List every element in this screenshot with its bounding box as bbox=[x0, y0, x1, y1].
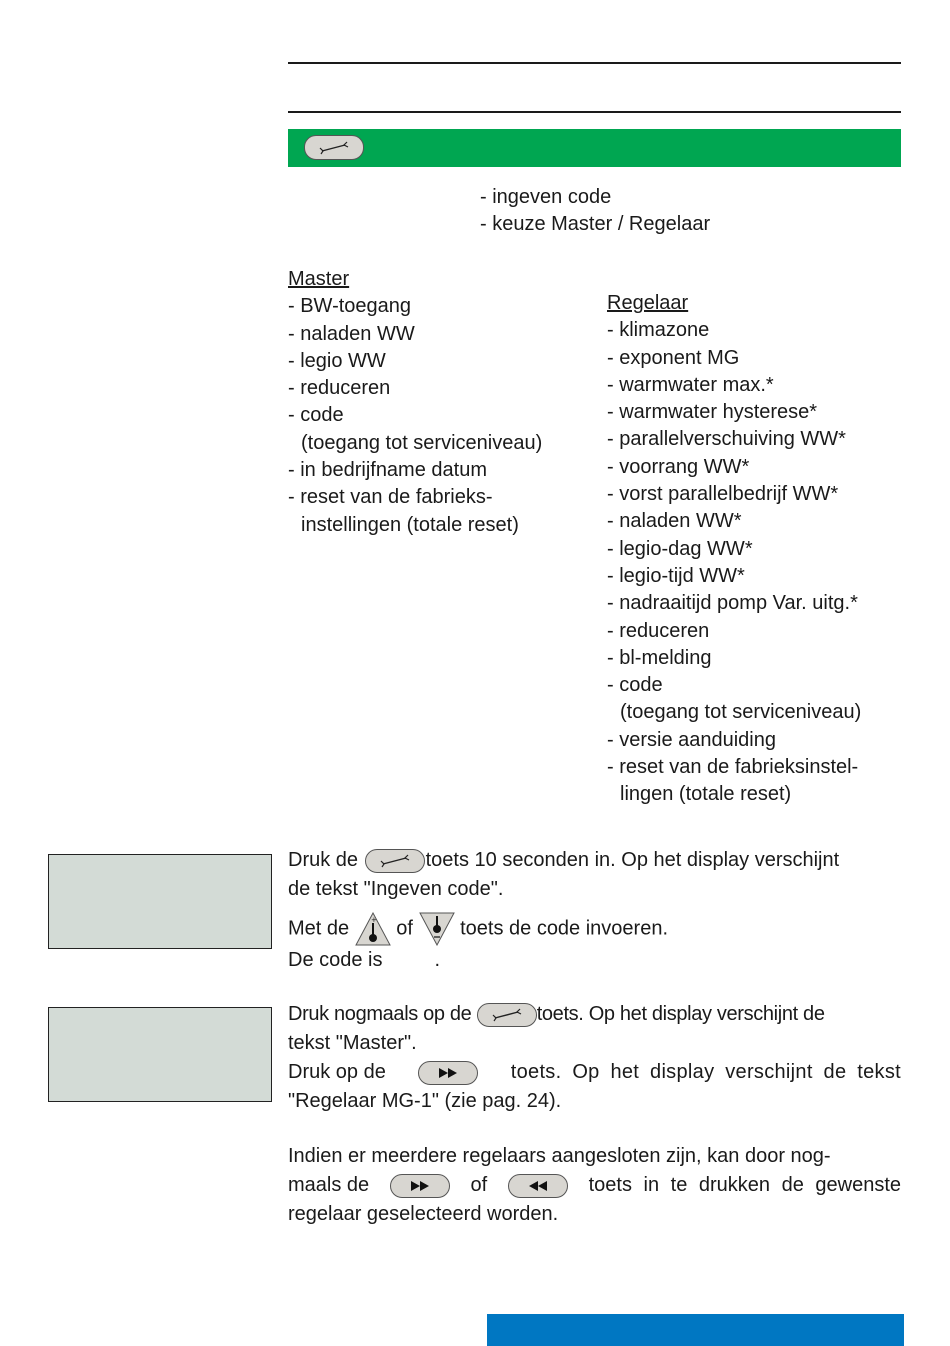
master-item: - BW-toegang bbox=[288, 295, 412, 318]
rewind-icon bbox=[509, 1175, 567, 1197]
step2-paragraph bbox=[288, 1000, 901, 1229]
master-item: - in bedrijfname datum bbox=[288, 459, 487, 482]
step2-text: Indien er meerdere regelaars aangesloten zijn, kan door nog- bbox=[288, 1145, 831, 1167]
regelaar-item: - exponent MG bbox=[607, 346, 740, 369]
regelaar-item: - voorrang WW* bbox=[607, 455, 750, 478]
step2-text: toets. Op het display verschijnt de bbox=[536, 1003, 825, 1025]
step2-text: tekst "Master". bbox=[288, 1032, 417, 1054]
lcd-display-1 bbox=[48, 854, 272, 949]
intro-list bbox=[480, 184, 710, 239]
intro-item: - ingeven code bbox=[480, 186, 612, 208]
step2-text: Druk op de bbox=[288, 1061, 386, 1083]
regelaar-item: - naladen WW* bbox=[607, 510, 742, 533]
forward-key-button[interactable] bbox=[390, 1174, 450, 1198]
master-item: - reset van de fabrieks- bbox=[288, 486, 493, 509]
master-item: (toegang tot serviceniveau) bbox=[301, 431, 543, 454]
lcd-display-2 bbox=[48, 1007, 272, 1102]
regelaar-item: - versie aanduiding bbox=[607, 728, 776, 751]
step1-text: toets 10 seconden in. Op het display verschijnt bbox=[425, 849, 840, 871]
master-heading: Master bbox=[288, 268, 350, 290]
master-item: - legio WW bbox=[288, 349, 386, 372]
regelaar-item: lingen (totale reset) bbox=[620, 783, 792, 806]
step1-text: Met de bbox=[288, 917, 350, 940]
fast-forward-icon bbox=[391, 1175, 449, 1197]
regelaar-item: - nadraaitijd pomp Var. uitg.* bbox=[607, 592, 858, 615]
svg-text:+: + bbox=[370, 916, 377, 924]
temperature-up-key-icon[interactable] bbox=[355, 912, 391, 946]
master-list bbox=[288, 266, 542, 539]
step1-paragraph bbox=[288, 846, 901, 975]
master-item: instellingen (totale reset) bbox=[301, 513, 519, 536]
master-item: - reduceren bbox=[288, 377, 391, 400]
wrench-icon bbox=[366, 850, 424, 872]
fast-forward-icon bbox=[419, 1062, 477, 1084]
forward-key-button[interactable] bbox=[418, 1061, 478, 1085]
regelaar-item: - code bbox=[607, 674, 663, 697]
regelaar-item: - klimazone bbox=[607, 319, 710, 342]
step1-text: of bbox=[396, 917, 413, 940]
regelaar-item: - legio-tijd WW* bbox=[607, 564, 745, 587]
regelaar-item: - parallelverschuiving WW* bbox=[607, 428, 846, 451]
step2-text: of bbox=[470, 1174, 488, 1196]
top-rule bbox=[288, 62, 901, 64]
regelaar-heading: Regelaar bbox=[607, 292, 689, 314]
regelaar-item: - warmwater max.* bbox=[607, 373, 774, 396]
step1-text: toets de code invoeren. bbox=[460, 917, 669, 940]
step2-text: Druk nogmaals op de bbox=[288, 1003, 472, 1025]
section-header-band bbox=[288, 129, 901, 167]
step2-text: toets. Op het display verschijnt de tekst bbox=[510, 1061, 901, 1083]
regelaar-item: - legio-dag WW* bbox=[607, 537, 753, 560]
regelaar-item: - vorst parallelbedrijf WW* bbox=[607, 483, 839, 506]
wrench-icon bbox=[478, 1004, 536, 1026]
master-item: - naladen WW bbox=[288, 322, 415, 345]
second-rule bbox=[288, 111, 901, 113]
regelaar-item: - reduceren bbox=[607, 619, 710, 642]
wrench-key-button[interactable] bbox=[365, 849, 425, 873]
step1-text: De code is bbox=[288, 949, 383, 971]
step2-text: "Regelaar MG-1" (zie pag. 24). bbox=[288, 1090, 562, 1112]
wrench-key-button[interactable] bbox=[304, 135, 364, 160]
step1-text: . bbox=[434, 949, 441, 971]
rewind-key-button[interactable] bbox=[508, 1174, 568, 1198]
master-item: - code bbox=[288, 404, 344, 427]
step1-text: Druk de bbox=[288, 849, 359, 871]
temperature-down-key-icon[interactable] bbox=[419, 912, 455, 946]
regelaar-item: - bl-melding bbox=[607, 646, 712, 669]
step2-text: maals de bbox=[288, 1174, 370, 1196]
regelaar-item: - warmwater hysterese* bbox=[607, 401, 818, 424]
regelaar-item: (toegang tot serviceniveau) bbox=[620, 701, 862, 724]
regelaar-list bbox=[607, 290, 861, 809]
intro-item: - keuze Master / Regelaar bbox=[480, 213, 711, 236]
footer-band bbox=[487, 1314, 904, 1346]
wrench-key-button[interactable] bbox=[477, 1003, 537, 1027]
step1-text: de tekst "Ingeven code". bbox=[288, 878, 504, 900]
step2-text: regelaar geselecteerd worden. bbox=[288, 1203, 559, 1225]
regelaar-item: - reset van de fabrieksinstel- bbox=[607, 756, 859, 779]
step2-text: toets in te drukken de gewenste bbox=[588, 1174, 901, 1196]
wrench-icon bbox=[305, 136, 363, 159]
